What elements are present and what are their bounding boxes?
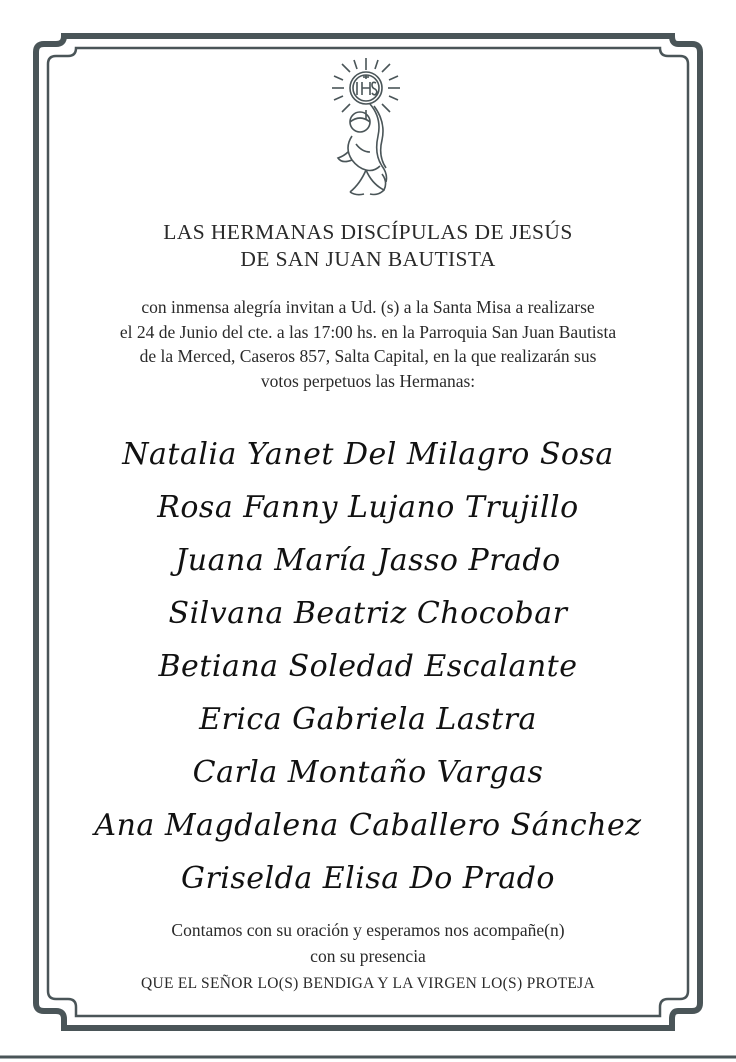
sister-name: Natalia Yanet Del Milagro Sosa <box>122 437 614 472</box>
intro-line-3: de la Merced, Caseros 857, Salta Capital, en la que realizarán sus <box>139 346 597 366</box>
closing-line-1: Contamos con su oración y esperamos nos acompañe(n) <box>171 920 565 940</box>
invitation-intro <box>0 295 736 393</box>
sunburst-rays-icon <box>332 58 400 120</box>
sister-name: Betiana Soledad Escalante <box>158 649 578 684</box>
invitation-closing <box>0 917 736 997</box>
dove-icon <box>338 136 386 192</box>
ihs-monogram-icon <box>357 82 377 95</box>
invitation-title <box>0 219 736 273</box>
sister-name: Griselda Elisa Do Prado <box>180 861 555 896</box>
sisters-names-list <box>0 428 736 905</box>
sister-name: Erica Gabriela Lastra <box>199 702 537 737</box>
sister-name: Juana María Jasso Prado <box>175 543 561 578</box>
sister-name: Rosa Fanny Lujano Trujillo <box>157 490 579 525</box>
title-line-2: DE SAN JUAN BAUTISTA <box>240 247 496 271</box>
blessing-line: QUE EL SEÑOR LO(S) BENDIGA Y LA VIRGEN LO(S) PROTEJA <box>140 975 596 992</box>
sister-name: Silvana Beatriz Chocobar <box>168 596 568 631</box>
sister-name: Carla Montaño Vargas <box>192 755 544 790</box>
intro-line-2: el 24 de Junio del cte. a las 17:00 hs. en la Parroquia San Juan Bautista <box>119 321 617 342</box>
intro-line-4: votos perpetuos las Hermanas: <box>260 370 476 391</box>
intro-line-1: con inmensa alegría invitan a Ud. (s) a la Santa Misa a realizarse <box>141 297 595 317</box>
ihs-sunburst-dove-emblem-icon <box>326 56 406 208</box>
sister-name: Ana Magdalena Caballero Sánchez <box>94 808 642 843</box>
title-line-1: LAS HERMANAS DISCÍPULAS DE JESÚS <box>163 220 573 244</box>
closing-line-2: con su presencia <box>310 946 426 966</box>
